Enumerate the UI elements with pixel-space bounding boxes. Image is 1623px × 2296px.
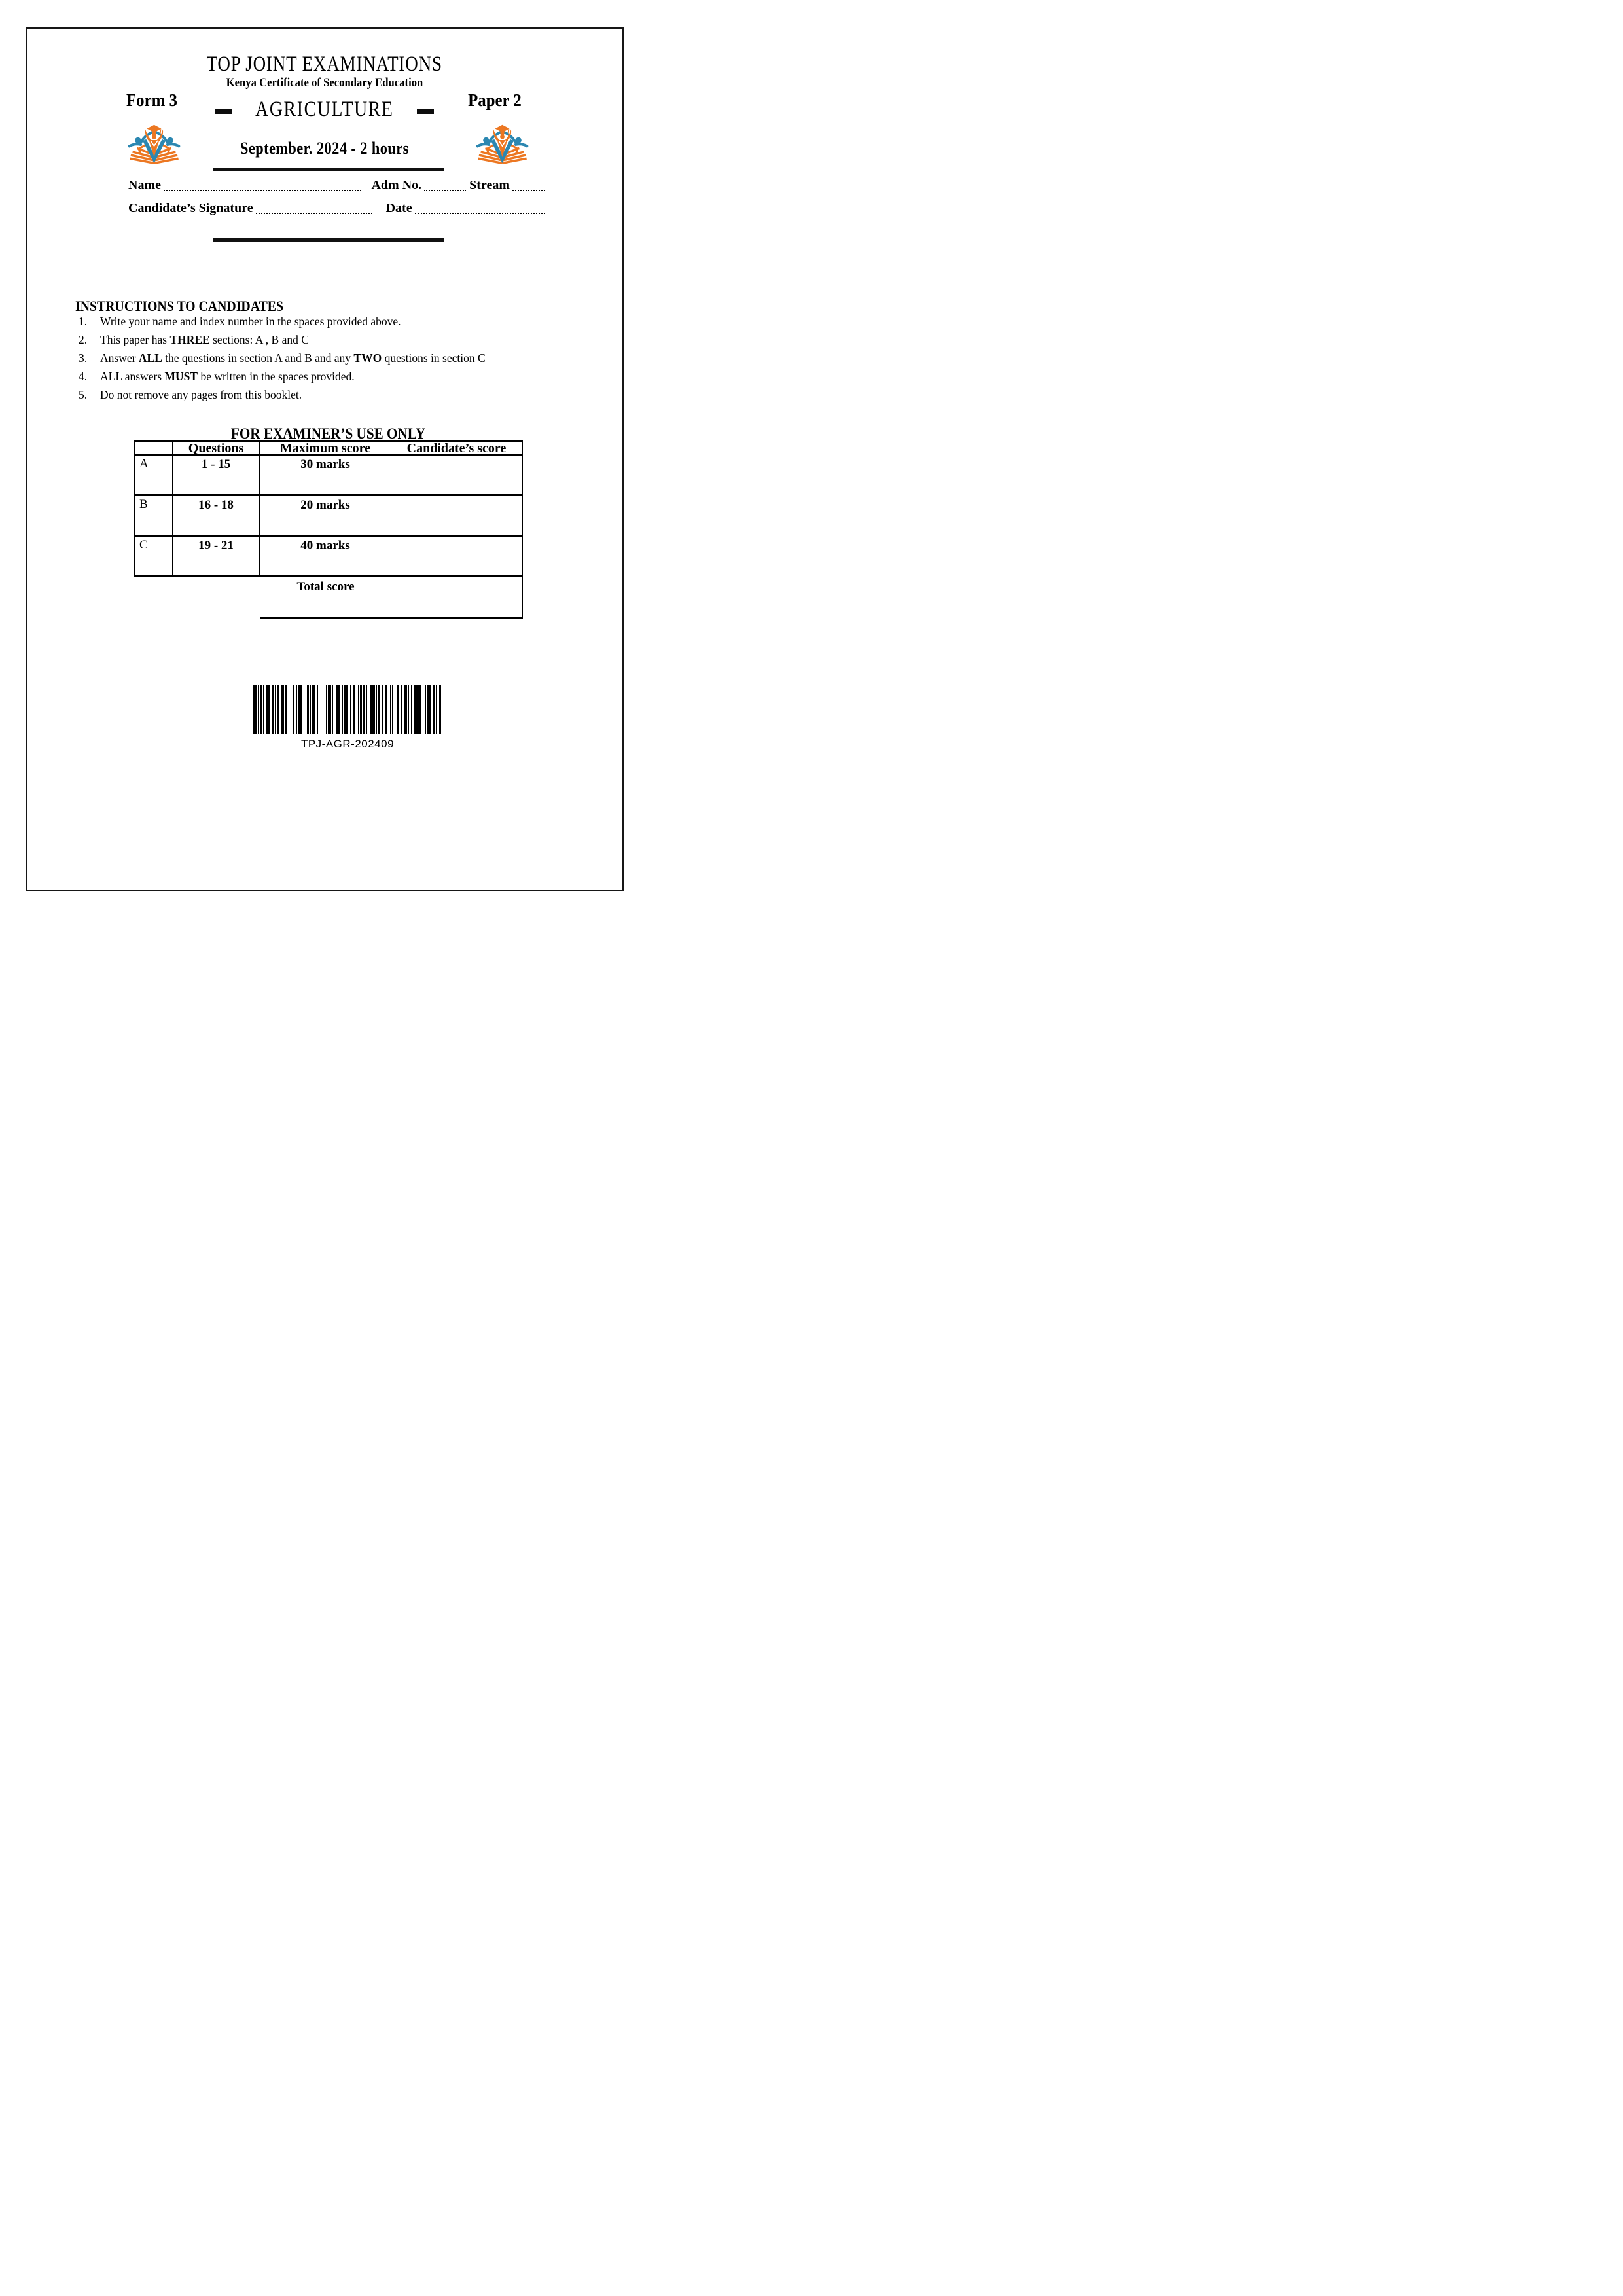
subject-title: AGRICULTURE [255,98,394,121]
instructions-heading [75,298,306,315]
questions-range-cell: 1 - 15 [173,456,260,496]
adm-no-label: Adm No. [371,178,422,192]
table-header-questions: Questions [173,440,260,456]
name-dotted-line [164,181,362,191]
total-score-label-cell: Total score [260,577,391,619]
barcode-bar [439,685,441,734]
instruction-text: Answer ALL the questions in section A and B and any TWO questions in section C [100,351,486,365]
signature-date-row [128,201,546,215]
questions-range-cell: 19 - 21 [173,537,260,577]
session-duration-text: September. 2024 - 2 hours [240,139,409,158]
instruction-text: ALL answers MUST be written in the spaces provided. [100,370,355,383]
instruction-number: 3. [79,351,88,365]
maximum-score-cell: 40 marks [260,537,391,577]
instruction-item-3 [79,351,576,370]
examiner-score-table [134,440,523,619]
stream-dotted-line [512,181,545,191]
instructions-list [79,315,576,406]
header-rule-top [213,168,444,171]
maximum-score-cell: 30 marks [260,456,391,496]
subject-title-row [0,98,649,122]
table-header-candidate-s-score: Candidate’s score [391,440,523,456]
paper-number-text: Paper 2 [468,90,522,110]
stream-label: Stream [469,178,510,192]
candidate-name-row [128,178,546,192]
table-header-maximum-score: Maximum score [260,440,391,456]
barcode-label: TPJ-AGR-202409 [300,738,395,750]
instruction-number: 1. [79,315,88,328]
total-score-value-cell [391,577,523,619]
adm-no-dotted-line [424,181,466,191]
exam-board-title [0,52,649,77]
instruction-item-5 [79,388,576,406]
signature-dotted-line [256,204,372,214]
instruction-text: Write your name and index number in the spaces provided above. [100,315,401,328]
date-label: Date [385,201,412,215]
name-label: Name [128,178,161,192]
certificate-subtitle-text: Kenya Certificate of Secondary Education [226,77,423,90]
instruction-number: 4. [79,370,88,383]
instructions-heading-text: INSTRUCTIONS TO CANDIDATES [75,298,283,314]
instruction-number: 5. [79,388,88,401]
candidate-score-cell [391,496,523,537]
empty-cell [173,577,260,619]
dash-right-icon [417,109,434,114]
instruction-number: 2. [79,333,88,346]
instruction-item-1 [79,315,576,333]
instruction-item-2 [79,333,576,351]
instruction-text: This paper has THREE sections: A , B and C [100,333,309,346]
examiner-use-heading-text: FOR EXAMINER’S USE ONLY [230,425,426,442]
instruction-text: Do not remove any pages from this booklet. [100,388,302,401]
section-letter-cell: C [134,537,173,577]
empty-cell [134,577,173,619]
questions-range-cell: 16 - 18 [173,496,260,537]
header-rule-bottom [213,238,444,242]
section-letter-cell: B [134,496,173,537]
session-duration-line [0,139,649,158]
paper-barcode [253,685,442,734]
certificate-subtitle [0,77,649,90]
table-header-section [134,440,173,456]
instruction-item-4 [79,370,576,388]
maximum-score-cell: 20 marks [260,496,391,537]
date-dotted-line [415,204,545,214]
candidate-score-cell [391,537,523,577]
exam-cover-page [0,0,649,918]
exam-board-title-text: TOP JOINT EXAMINATIONS [206,52,443,76]
form-level-text: Form 3 [126,90,177,110]
candidate-score-cell [391,456,523,496]
signature-label: Candidate’s Signature [128,201,253,215]
dash-left-icon [215,109,232,114]
section-letter-cell: A [134,456,173,496]
